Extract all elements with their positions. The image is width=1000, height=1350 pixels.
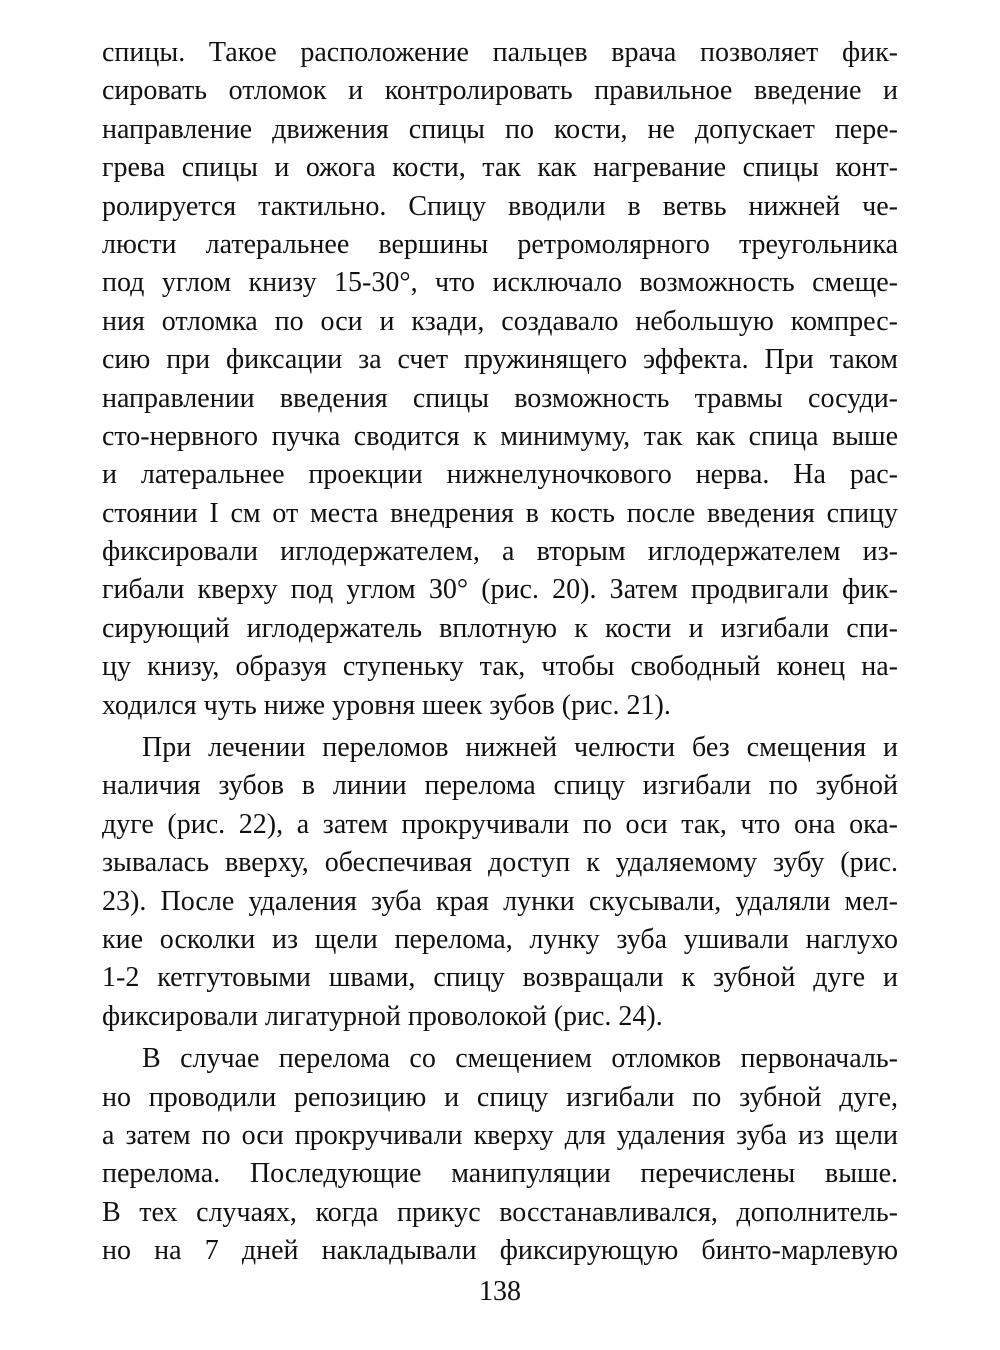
paragraph-1-line: ходился чуть ниже уровня шеек зубов (рис. 21).: [102, 689, 671, 721]
paragraph-1-line: сировать отломок и контролировать правильное введение и: [102, 75, 898, 107]
paragraph-1-line: сто-нервного пучка сводится к минимуму, так как спица выше: [102, 420, 898, 452]
paragraph-3-line: В тех случаях, когда прикус восстанавливался, дополнитель-: [102, 1196, 898, 1228]
paragraph-1-line: цу книзу, образуя ступеньку так, чтобы свободный конец на-: [102, 651, 898, 683]
paragraph-2-line: фиксировали лигатурной проволокой (рис. 24).: [102, 1000, 663, 1032]
paragraph-2-line: кие осколки из щели перелома, лунку зуба ушивали наглухо: [102, 923, 898, 955]
paragraph-1-line: сию при фиксации за счет пружинящего эффекта. При таком: [102, 344, 898, 376]
paragraph-3-line: В случае перелома со смещением отломков первоначаль-: [142, 1043, 898, 1075]
paragraph-1-line: ния отломка по оси и кзади, создавало небольшую компрес-: [102, 305, 898, 337]
paragraph-3-line: а затем по оси прокручивали кверху для удаления зуба из щели: [102, 1119, 898, 1151]
paragraph-1-line: и латеральнее проекции нижнелуночкового нерва. На рас-: [102, 459, 898, 491]
paragraph-2-line: При лечении переломов нижней челюсти без смещения и: [142, 732, 898, 764]
paragraph-1-line: люсти латеральнее вершины ретромолярного треугольника: [102, 228, 898, 260]
paragraph-1-line: спицы. Такое расположение пальцев врача позволяет фик-: [102, 37, 898, 68]
paragraph-3: [102, 1040, 898, 1270]
paragraph-2-line: зывалась вверху, обеспечивая доступ к удаляемому зубу (рис.: [102, 847, 898, 879]
paragraph-2-line: 1-2 кетгутовыми швами, спицу возвращали к зубной дуге и: [102, 962, 898, 994]
document-page: [102, 34, 898, 1271]
paragraph-2-line: дуге (рис. 22), а затем прокручивали по оси так, что она ока-: [102, 808, 898, 840]
paragraph-1-line: фиксировали иглодержателем, а вторым иглодержателем из-: [102, 536, 898, 568]
paragraph-2-line: 23). После удаления зуба края лунки скусывали, удаляли мел-: [102, 885, 898, 917]
paragraph-1-line: направлении введения спицы возможность травмы сосуди-: [102, 382, 898, 414]
paragraph-3-line: перелома. Последующие манипуляции перечислены выше.: [102, 1158, 898, 1190]
paragraph-1-line: грева спицы и ожога кости, так как нагревание спицы конт-: [102, 152, 898, 184]
paragraph-1-line: под углом книзу 15-30°, что исключало возможность смеще-: [102, 267, 898, 299]
paragraph-2: [102, 729, 898, 1036]
paragraph-3-line: но на 7 дней накладывали фиксирующую бинто-марлевую: [102, 1235, 898, 1267]
paragraph-3-line: но проводили репозицию и спицу изгибали по зубной дуге,: [102, 1081, 898, 1113]
paragraph-1: [102, 34, 898, 725]
paragraph-1-line: гибали кверху под углом 30° (рис. 20). Затем продвигали фик-: [102, 574, 898, 606]
page-number: 138: [479, 1276, 521, 1307]
paragraph-1-line: стоянии I см от места внедрения в кость после введения спицу: [102, 497, 898, 529]
paragraph-2-line: наличия зубов в линии перелома спицу изгибали по зубной: [102, 770, 898, 802]
paragraph-1-line: ролируется тактильно. Спицу вводили в ветвь нижней че-: [102, 190, 898, 222]
paragraph-1-line: направление движения спицы по кости, не допускает пере-: [102, 113, 898, 145]
paragraph-1-line: сирующий иглодержатель вплотную к кости и изгибали спи-: [102, 612, 898, 644]
